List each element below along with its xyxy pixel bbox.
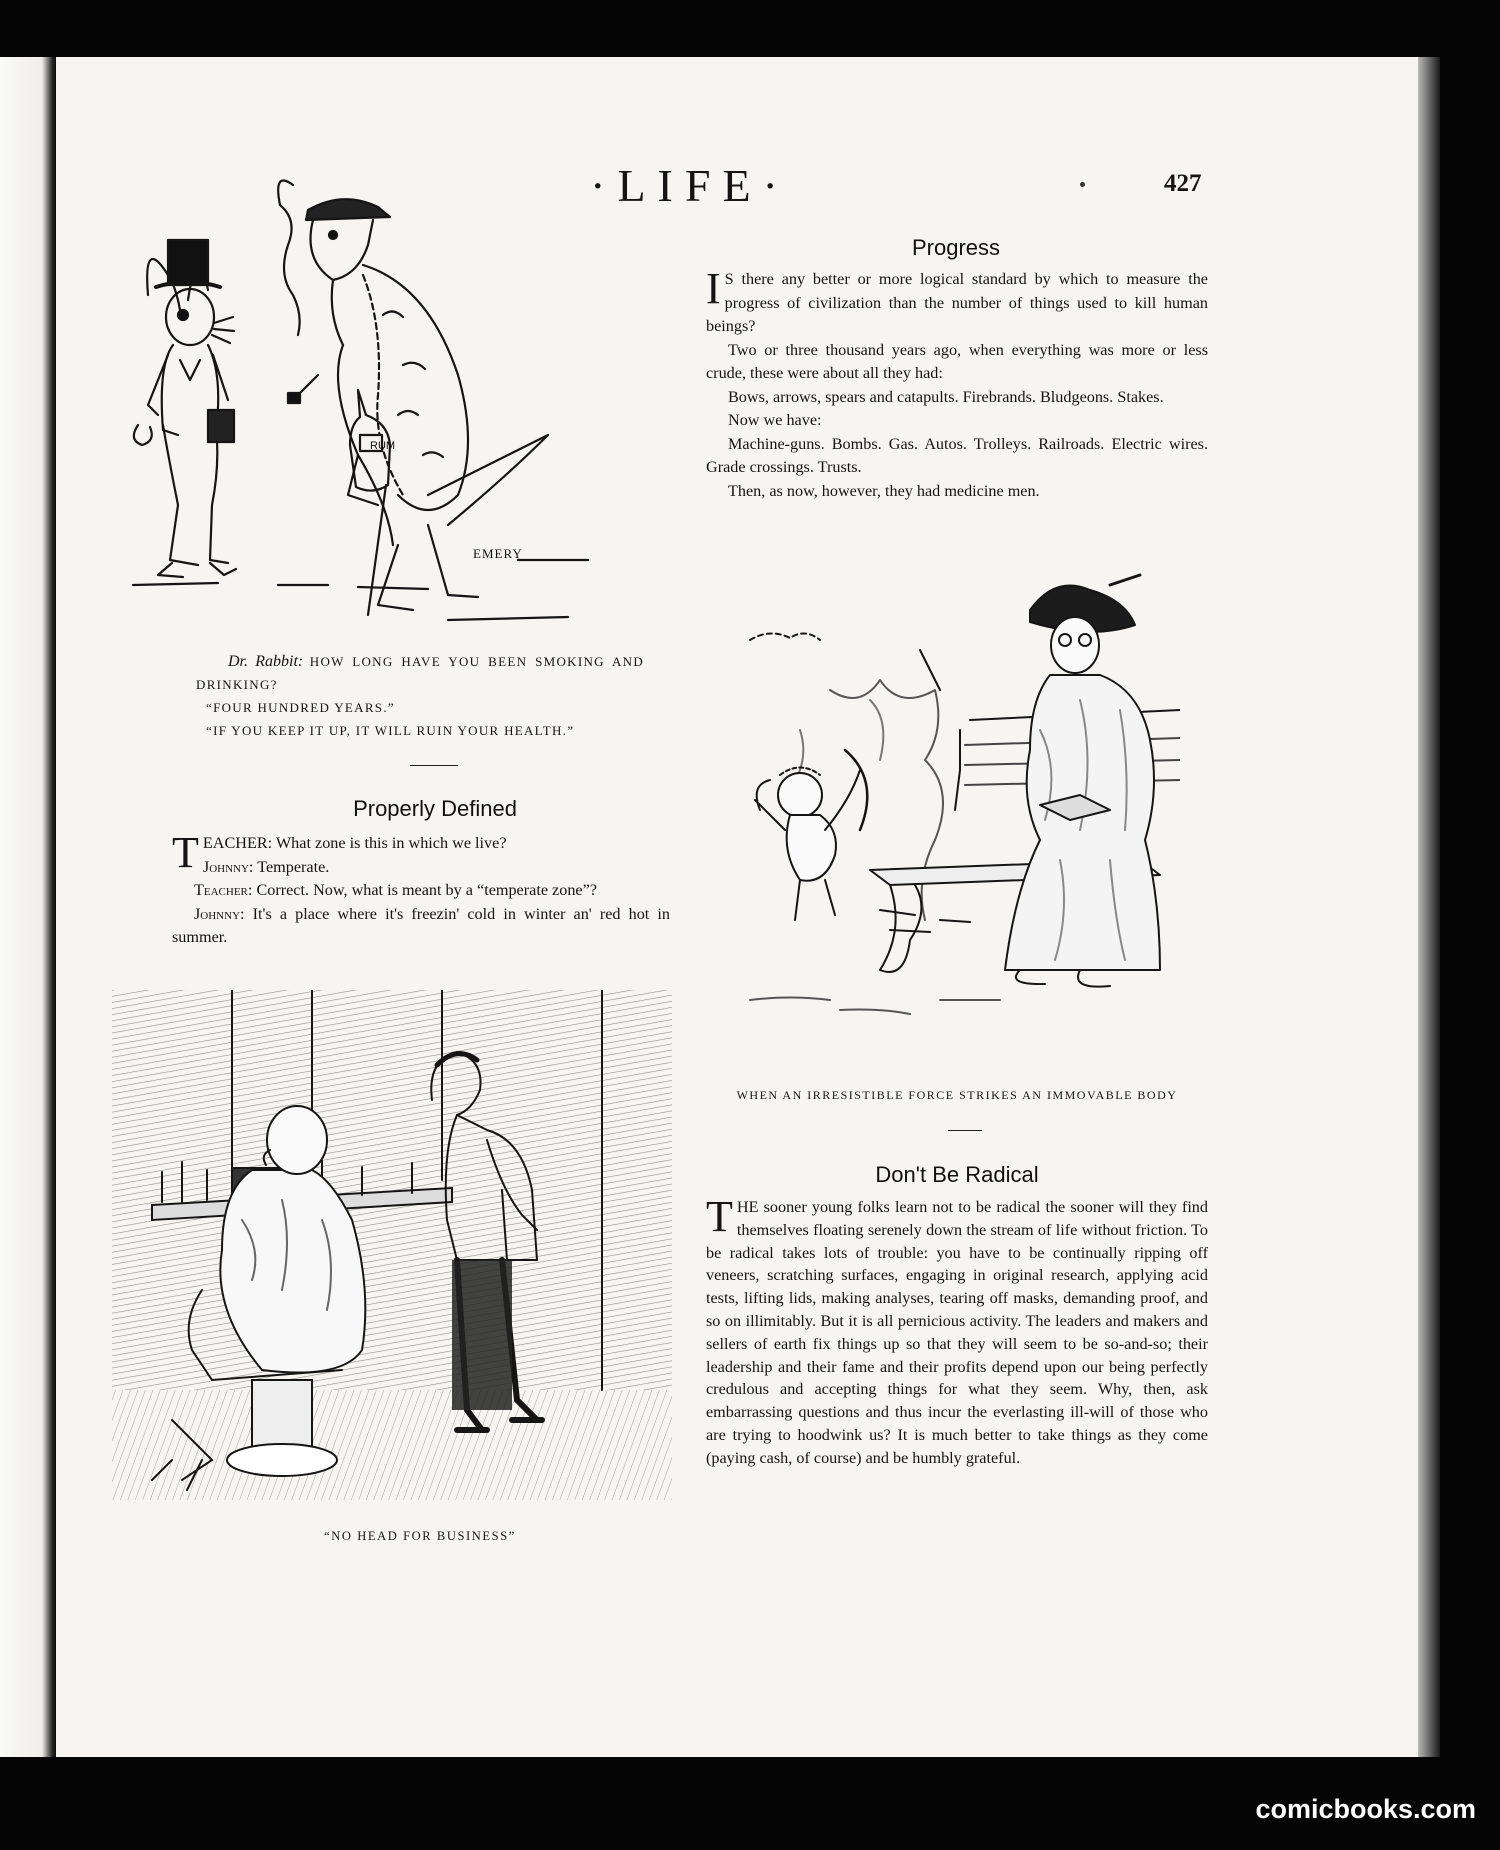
progress-title: Progress <box>911 235 1001 260</box>
radical-paragraph: HE sooner young folks learn not to be radical the sooner will they find themselves floating serenely down the stream of life without friction. To be radical takes lots of trouble: you have to be continually ripping off veneers, scratching surfaces, engaging in original research, applying acid tests, lifting lids, making analyses, tearing off masks, demanding proof, and so on illimitably. But it is all pernicious activity. The leaders and makers and sellers of earth fix things up so that they will seem to be so-and-so; their leadership and their fame and their profits depend upon our being perfectly credulous and accepting things for what they seem. Why, then, ask embarrassing questions and thus incur the everlasting ill-will of those who are trying to hoodwink us? It is much better to take things as they come (paying cash, of course) and be humbly grateful. <box>706 1198 1208 1467</box>
progress-paragraph: Two or three thousand years ago, when everything was more or less crude, these were about all they had: <box>706 340 1208 382</box>
drop-cap: I <box>706 264 721 313</box>
masthead: ·LIFE· <box>590 160 790 211</box>
teacher-question: What zone is this in which we live? <box>275 834 507 852</box>
johnny-speaker-2: Johnny: <box>194 904 245 923</box>
rabbit-tortoise-illustration <box>128 165 658 635</box>
progress-paragraph: S there any better or more logical standard by which to measure the progress of civilization than the number of things used to kill human beings? <box>706 270 1208 335</box>
drop-cap: T <box>706 1192 733 1241</box>
rum-label: RUM <box>370 440 396 452</box>
cupid-caption: WHEN AN IRRESISTIBLE FORCE STRIKES AN IMMOVABLE BODY <box>736 1088 1178 1102</box>
progress-paragraph: Machine-guns. Bombs. Gas. Autos. Trolleys. Railroads. Electric wires. Grade crossings. Trusts. <box>706 434 1208 476</box>
section-divider <box>410 765 458 766</box>
drop-cap: T <box>172 828 199 877</box>
cupid-woman-illustration <box>740 570 1180 1060</box>
caption-question: HOW LONG HAVE YOU BEEN SMOKING AND DRINKING? <box>196 654 645 692</box>
johnny-answer: Temperate. <box>257 857 330 876</box>
barber-caption: “NO HEAD FOR BUSINESS” <box>324 1529 516 1543</box>
ornament-dot <box>1080 182 1085 187</box>
caption-warning: “IF YOU KEEP IT UP, IT WILL RUIN YOUR HEALTH.” <box>206 723 575 738</box>
teacher-speaker-2: Teacher: <box>194 881 253 899</box>
johnny-answer-2: It's a place where it's freezin' cold in winter an' red hot in summer. <box>172 904 670 946</box>
left-page-edge <box>0 57 56 1757</box>
progress-paragraph: Then, as now, however, they had medicine men. <box>728 481 1040 500</box>
artist-signature: EMERY <box>473 546 523 561</box>
dont-be-radical-title: Don't Be Radical <box>875 1162 1039 1187</box>
section-divider <box>948 1130 982 1131</box>
barber-shop-illustration <box>112 990 672 1500</box>
teacher-question-2: Correct. Now, what is meant by a “temperate zone”? <box>256 881 597 899</box>
johnny-speaker: Johnny: <box>202 857 254 876</box>
progress-paragraph: Now we have: <box>728 411 822 429</box>
properly-defined-body <box>172 828 670 950</box>
caption-reply: “FOUR HUNDRED YEARS.” <box>206 700 395 715</box>
teacher-speaker: EACHER: <box>202 834 273 852</box>
rabbit-caption <box>196 650 644 742</box>
caption-speaker: Dr. Rabbit: <box>228 653 304 670</box>
site-watermark: comicbooks.com <box>1255 1794 1476 1824</box>
progress-body <box>706 264 1208 503</box>
progress-paragraph: Bows, arrows, spears and catapults. Firebrands. Bludgeons. Stakes. <box>728 387 1164 406</box>
right-page-edge <box>1418 57 1440 1757</box>
page-number: 427 <box>1164 170 1202 197</box>
properly-defined-title: Properly Defined <box>353 796 517 821</box>
dont-be-radical-body <box>706 1192 1208 1470</box>
